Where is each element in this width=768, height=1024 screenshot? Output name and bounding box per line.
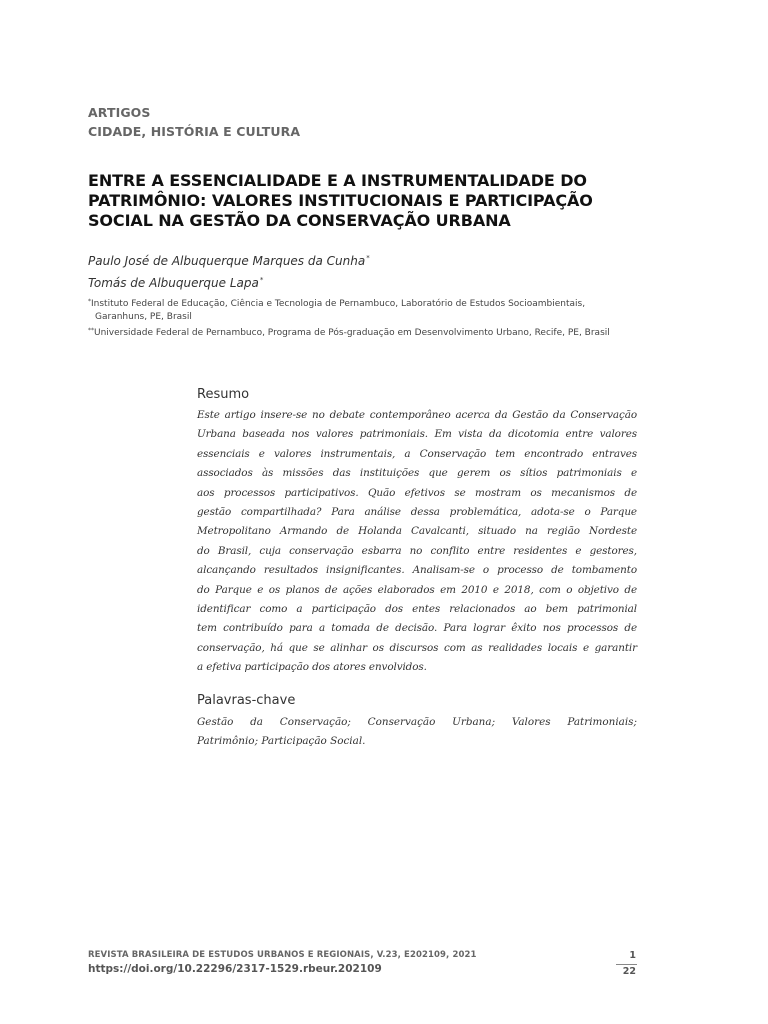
article-title-line: PATRIMÔNIO: VALORES INSTITUCIONAIS E PARTICIPAÇÃO xyxy=(88,191,593,210)
abstract-line: Urbana baseada nos valores patrimoniais. Em vista da dicotomia entre valores xyxy=(197,428,637,441)
abstract-body xyxy=(197,406,637,678)
author-name: Paulo José de Albuquerque Marques da Cunha xyxy=(88,254,366,268)
author-mark: * xyxy=(259,276,264,284)
article-title-line: SOCIAL NA GESTÃO DA CONSERVAÇÃO URBANA xyxy=(88,211,511,230)
page-number: 1 xyxy=(629,950,636,961)
page-number-divider xyxy=(616,964,637,965)
abstract-line: aos processos participativos. Quão efetivos se mostram os mecanismos de xyxy=(197,486,637,499)
keywords-line: Gestão da Conservação; Conservação Urbana; Valores Patrimoniais; xyxy=(197,716,637,728)
article-title xyxy=(88,171,648,231)
affiliation-mark: * xyxy=(88,298,91,305)
abstract-line: a efetiva participação dos atores envolvidos. xyxy=(197,661,427,674)
keywords-heading: Palavras-chave xyxy=(197,693,296,708)
subsection-label: CIDADE, HISTÓRIA E CULTURA xyxy=(88,124,301,139)
page-total: 22 xyxy=(622,966,636,977)
abstract-line: do Parque e os planos de ações elaborados em 2010 e 2018, com o objetivo de xyxy=(197,583,637,596)
author-mark: * xyxy=(366,254,370,262)
affiliation xyxy=(88,295,648,311)
abstract-line: do Brasil, cuja conservação esbarra no conflito entre residentes e gestores, xyxy=(197,544,637,557)
affiliation xyxy=(88,324,648,340)
keywords-line: Patrimônio; Participação Social. xyxy=(197,735,366,748)
affiliations xyxy=(88,295,648,340)
affiliation-text: Universidade Federal de Pernambuco, Programa de Pós-graduação em Desenvolvimento Urbano, Recife, PE, Brasil xyxy=(94,328,610,338)
abstract-line: associados às missões das instituições que gerem os sítios patrimoniais e xyxy=(197,467,637,480)
abstract-line: Este artigo insere-se no debate contemporâneo acerca da Gestão da Conservação xyxy=(197,409,637,421)
keywords-body xyxy=(197,713,637,752)
affiliation-continuation: Garanhuns, PE, Brasil xyxy=(95,312,192,322)
abstract-line: Metropolitano Armando de Holanda Cavalcanti, situado na região Nordeste xyxy=(197,525,637,538)
affiliation-text: Instituto Federal de Educação, Ciência e Tecnologia de Pernambuco, Laboratório de Estudos Socioambientais, xyxy=(91,299,586,309)
abstract-line: tem contribuído para a tomada de decisão. Para lograr êxito nos processos de xyxy=(197,622,637,635)
abstract-line: alcançando resultados insignificantes. Analisam-se o processo de tombamento xyxy=(197,564,637,577)
author xyxy=(88,249,370,271)
abstract-line: conservação, há que se alinhar os discursos com as realidades locais e garantir xyxy=(197,641,637,654)
affiliation-mark: ** xyxy=(88,327,94,334)
abstract-line: essenciais e valores instrumentais, a Conservação tem encontrado entraves xyxy=(197,447,637,460)
abstract-heading: Resumo xyxy=(197,387,250,402)
section-label: ARTIGOS xyxy=(88,105,151,120)
article-title-line: ENTRE A ESSENCIALIDADE E A INSTRUMENTALIDADE DO xyxy=(88,171,587,190)
author xyxy=(88,271,370,293)
author-list xyxy=(88,249,370,293)
abstract-line: identificar como a participação dos entes relacionados ao bem patrimonial xyxy=(197,603,637,616)
author-name: Tomás de Albuquerque Lapa xyxy=(88,276,259,290)
doi-link[interactable]: https://doi.org/10.22296/2317-1529.rbeur.202109 xyxy=(88,963,382,975)
journal-citation: REVISTA BRASILEIRA DE ESTUDOS URBANOS E REGIONAIS, V.23, E202109, 2021 xyxy=(88,950,477,960)
abstract-line: gestão compartilhada? Para análise dessa problemática, adota-se o Parque xyxy=(197,506,637,519)
